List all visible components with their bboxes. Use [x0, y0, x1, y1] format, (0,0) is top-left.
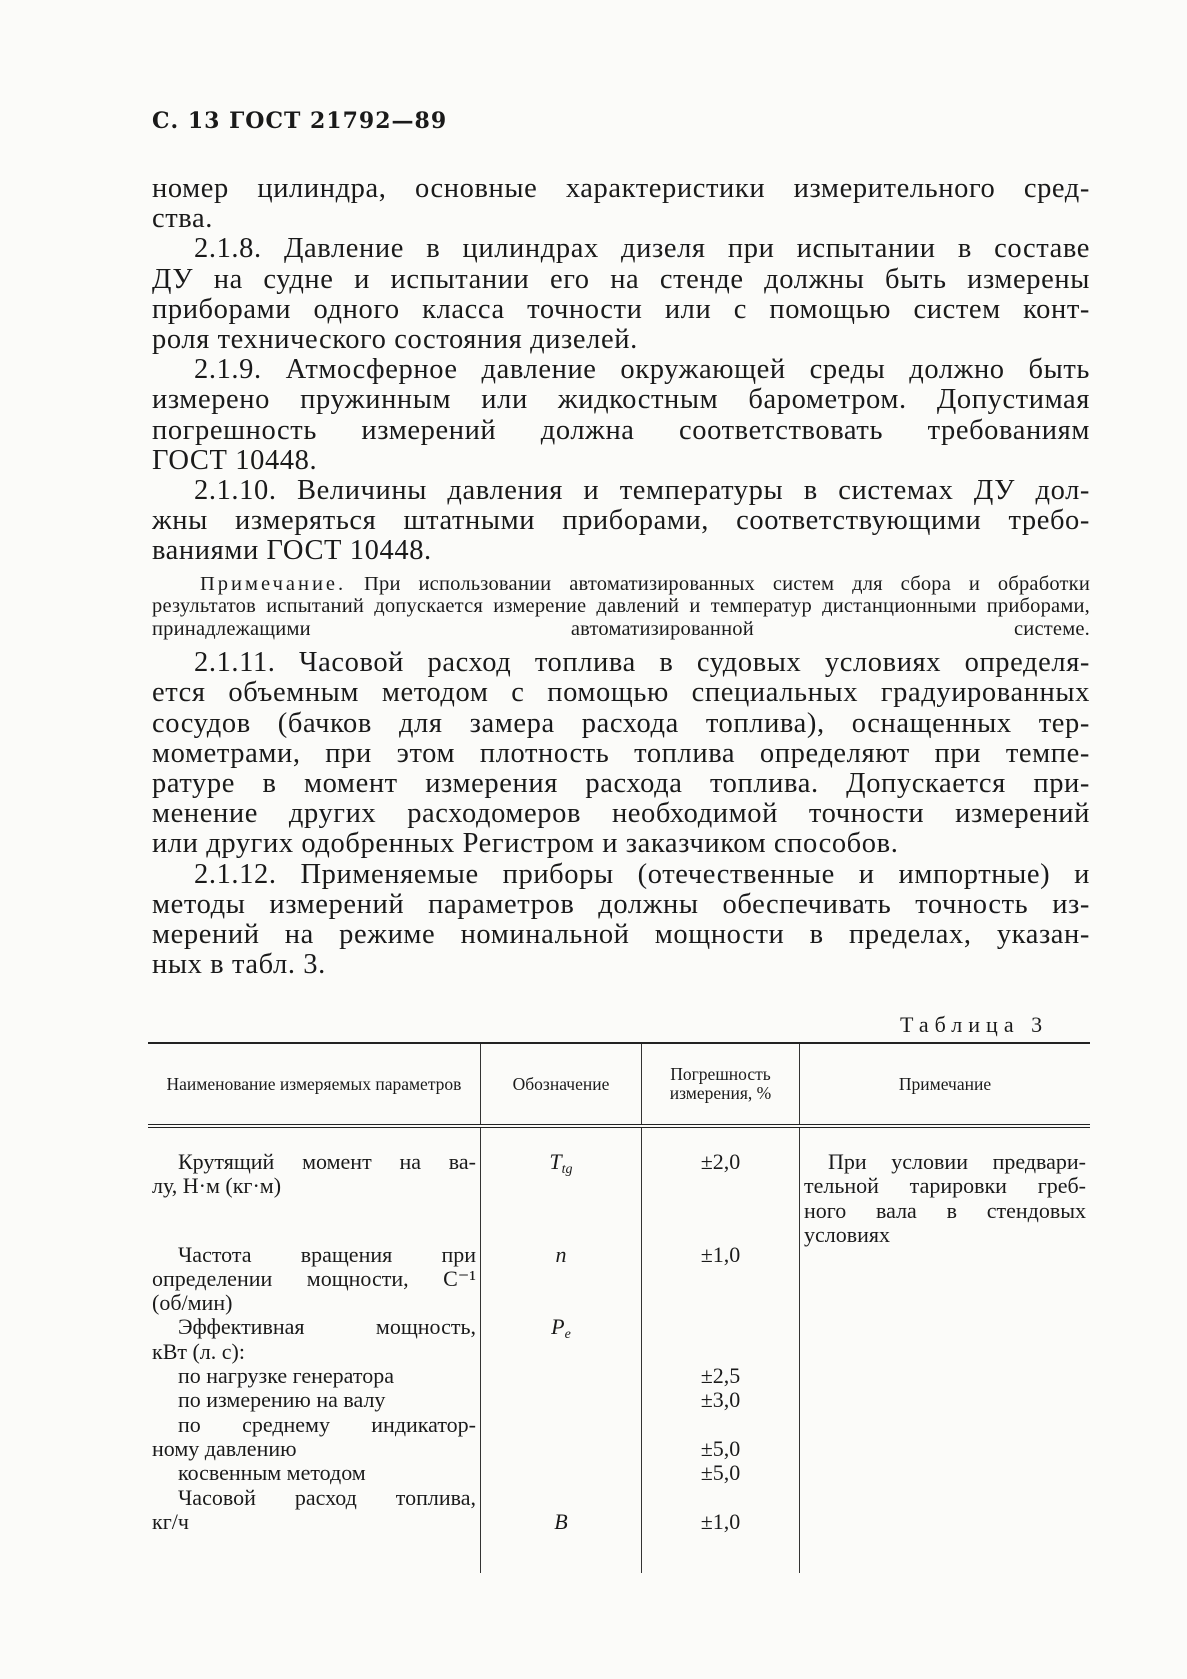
- remark-line: условиях: [804, 1221, 891, 1247]
- param-line: определении мощности, С⁻¹: [152, 1265, 476, 1291]
- text-line: жны измеряться штатными приборами, соответствующими требо-: [152, 505, 1090, 537]
- error-value: ±2,0: [700, 1149, 741, 1174]
- table-row: [148, 1126, 1090, 1573]
- error-value: ±2,5: [700, 1363, 741, 1389]
- text-line: 2.1.9. Атмосферное давление окружающей среды должно быть: [194, 354, 1090, 386]
- text-line: ваниями ГОСТ 10448.: [152, 535, 432, 567]
- header-remark: Примечание: [800, 1043, 1091, 1126]
- symbol-fuel: B: [554, 1508, 568, 1534]
- param-line: Частота вращения при: [178, 1241, 476, 1267]
- errors-cell: [642, 1126, 800, 1573]
- text-line: 2.1.11. Часовой расход топлива в судовых условиях определя-: [194, 647, 1090, 679]
- symbols-cell: [481, 1126, 642, 1573]
- param-line: кВт (л. с):: [152, 1338, 245, 1364]
- table-header-row: [148, 1043, 1090, 1126]
- header-symbol: Обозначение: [481, 1043, 642, 1126]
- param-line: (об/мин): [152, 1290, 233, 1316]
- measurement-table: [148, 1042, 1090, 1573]
- note-line: При использовании автоматизированных систем для: [364, 572, 883, 595]
- remark-line: При условии предвари-: [828, 1149, 1086, 1174]
- parameters-cell: [148, 1126, 481, 1573]
- error-value: ±3,0: [700, 1387, 741, 1413]
- text-line: методы измерений параметров должны обеспечивать точность из-: [152, 888, 1090, 920]
- param-line: по среднему индикатор-: [178, 1411, 476, 1437]
- param-line: ному давлению: [152, 1435, 297, 1461]
- header-error: Погрешность измерения, %: [642, 1043, 800, 1126]
- text-line: 2.1.8. Давление в цилиндрах дизеля при испытании в составе: [194, 233, 1090, 265]
- text-line: ратуре в момент измерения расхода топлива. Допускается при-: [152, 767, 1090, 799]
- text-line: приборами одного класса точности или с помощью систем конт-: [152, 293, 1090, 325]
- text-line: роля технического состояния дизелей.: [152, 324, 638, 356]
- note-line: температур дистанционными приборами, принадлежащими автоматизированной: [152, 595, 1090, 640]
- text-line: 2.1.10. Величины давления и температуры в системах ДУ дол-: [194, 475, 1090, 507]
- text-line: мометрами, при этом плотность топлива определяют при темпе-: [152, 737, 1090, 769]
- text-line: мерений на режиме номинальной мощности в пределах, указан-: [152, 918, 1090, 950]
- param-line: по измерению на валу: [178, 1387, 386, 1413]
- header-parameter: Наименование измеряемых параметров: [148, 1043, 481, 1126]
- note-label: Примечание.: [200, 572, 347, 595]
- param-line: Крутящий момент на ва-: [178, 1149, 476, 1174]
- text-line: ГОСТ 10448.: [152, 444, 318, 476]
- note-line: сбора и обработки результатов испытаний допускается измерение давлений и: [152, 572, 1091, 618]
- text-line: менение других расходомеров необходимой точности измерений: [152, 798, 1090, 830]
- text-line: или других одобренных Регистром и заказчиком способов.: [152, 828, 899, 860]
- text-line: погрешность измерений должна соответствовать требованиям: [152, 414, 1090, 446]
- symbol-torque: $T_{tg}$: [549, 1149, 573, 1177]
- text-line: номер цилиндра, основные характеристики измерительного сред-: [152, 173, 1090, 204]
- symbol-power: $P_e$: [551, 1314, 571, 1343]
- remark-line: ного вала в стендовых: [804, 1197, 1086, 1223]
- param-line: кг/ч: [152, 1508, 189, 1534]
- text-line: измерено пружинным или жидкостным барометром. Допустимая: [152, 384, 1090, 416]
- page-header: С. 13 ГОСТ 21792—89: [152, 108, 448, 134]
- param-line: лу, Н·м (кг·м): [152, 1173, 282, 1199]
- text-line: сосудов (бачков для замера расхода топлива), оснащенных тер-: [152, 707, 1090, 739]
- error-value: ±5,0: [700, 1460, 741, 1486]
- text-line: ДУ на судне и испытании его на стенде должны быть измерены: [152, 263, 1090, 295]
- remark-cell: [800, 1126, 1091, 1573]
- error-value: ±1,0: [700, 1508, 741, 1534]
- param-line: Эффективная мощность,: [178, 1314, 476, 1340]
- param-line: косвенным методом: [178, 1460, 366, 1486]
- text-line: ется объемным методом с помощью специальных градуированных: [152, 677, 1090, 709]
- note: [152, 573, 1090, 641]
- remark-line: тельной тарировки греб-: [804, 1173, 1086, 1199]
- body-text: [152, 174, 1090, 980]
- text-line: 2.1.12. Применяемые приборы (отечественные и импортные) и: [194, 858, 1090, 890]
- symbol-speed: n: [555, 1241, 567, 1267]
- note-line: системе.: [1013, 617, 1091, 640]
- text-line: ства.: [152, 203, 213, 235]
- text-line: ных в табл. 3.: [152, 949, 326, 981]
- param-line: Часовой расход топлива,: [178, 1484, 476, 1510]
- error-value: ±1,0: [700, 1241, 741, 1267]
- param-line: по нагрузке генератора: [178, 1363, 394, 1389]
- error-value: ±5,0: [700, 1435, 741, 1461]
- table-caption: Таблица 3: [900, 1012, 1049, 1037]
